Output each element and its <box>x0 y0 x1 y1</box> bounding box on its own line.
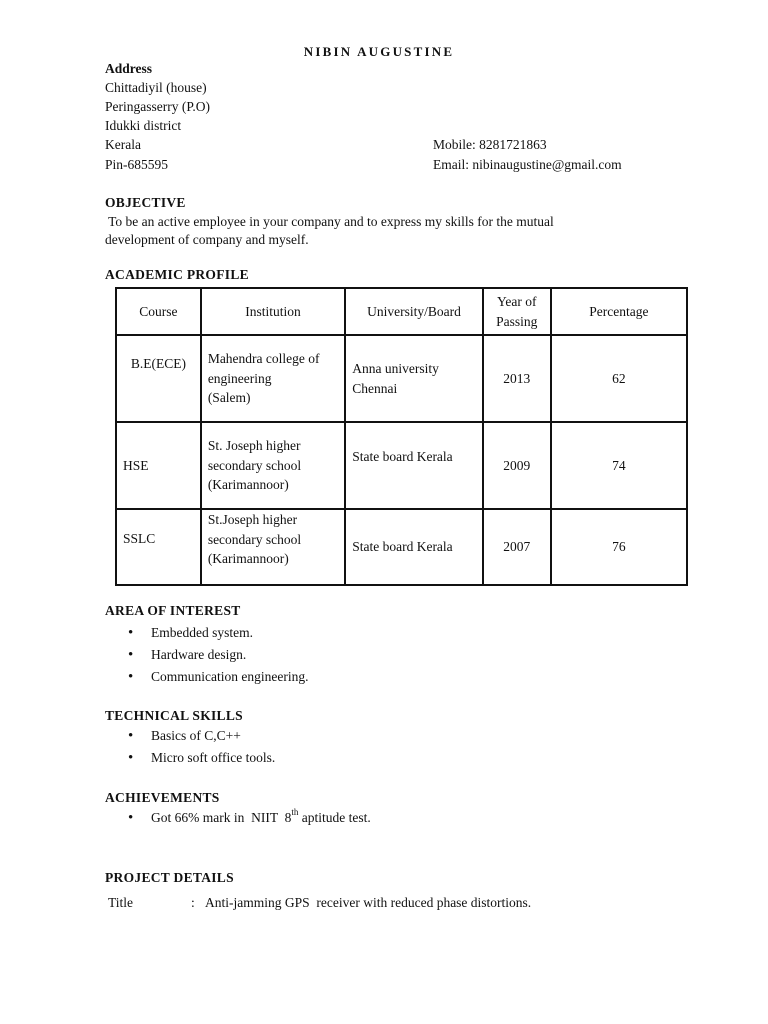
cell-institution <box>201 335 345 422</box>
header-year-line: Passing <box>496 313 538 329</box>
header-year <box>483 288 551 335</box>
address-line: Kerala <box>105 137 141 152</box>
skills-heading: TECHNICAL SKILLS <box>105 708 243 723</box>
objective-heading: OBJECTIVE <box>105 195 186 210</box>
cell-line: Anna university <box>352 361 439 376</box>
list-item: • Embedded system. <box>128 622 308 644</box>
academic-table <box>115 287 688 586</box>
list-item <box>128 807 371 829</box>
achievement-text: Got 66% mark in NIIT 8 <box>151 810 292 825</box>
interest-heading: AREA OF INTEREST <box>105 603 241 618</box>
cell-line: secondary school <box>207 457 302 473</box>
email-address: Email: nibinaugustine@gmail.com <box>433 157 622 172</box>
table-row <box>116 509 687 585</box>
list-item: • Hardware design. <box>128 644 308 666</box>
list-item: • Communication engineering. <box>128 666 308 688</box>
cell-board <box>345 422 483 509</box>
cell-course: B.E(ECE) <box>116 335 201 422</box>
cell-line: (Salem) <box>207 390 251 406</box>
skills-list <box>128 725 275 769</box>
cell-year: 2013 <box>483 335 551 422</box>
cell-percentage: 76 <box>551 509 687 585</box>
cell-percentage: 62 <box>551 335 687 422</box>
cell-board <box>345 335 483 422</box>
academic-heading: ACADEMIC PROFILE <box>105 267 249 282</box>
achievement-text: aptitude test. <box>298 810 371 825</box>
cell-percentage: 74 <box>551 422 687 509</box>
cell-line: State board Kerala <box>352 449 453 464</box>
table-row <box>116 422 687 509</box>
cell-institution <box>201 422 345 509</box>
mobile-number: Mobile: 8281721863 <box>433 137 547 152</box>
header-year-line: Year of <box>497 294 537 309</box>
header-board: University/Board <box>345 288 483 335</box>
list-item: • Basics of C,C++ <box>128 725 275 747</box>
interest-list <box>128 622 308 688</box>
candidate-name: NIBIN AUGUSTINE <box>303 44 455 59</box>
achievements-list <box>128 807 371 829</box>
cell-line: State board Kerala <box>352 539 453 555</box>
cell-course: HSE <box>116 422 201 509</box>
cell-line: St.Joseph higher <box>207 512 298 527</box>
cell-line: secondary school <box>207 531 302 547</box>
table-row <box>116 335 687 422</box>
cell-course: SSLC <box>116 509 201 585</box>
cell-institution <box>201 509 345 585</box>
cell-line: Mahendra college of <box>207 351 320 367</box>
address-line: Chittadiyil (house) <box>105 80 207 95</box>
cell-year: 2007 <box>483 509 551 585</box>
list-item: • Micro soft office tools. <box>128 747 275 769</box>
project-title-label: Title <box>108 895 134 910</box>
cell-line: engineering <box>207 370 272 386</box>
objective-text: development of company and myself. <box>105 232 309 247</box>
achievements-heading: ACHIEVEMENTS <box>105 790 220 805</box>
address-line: Pin-685595 <box>105 157 169 172</box>
header-percentage: Percentage <box>551 288 687 335</box>
achievement-superscript: th <box>291 807 299 817</box>
cell-board <box>345 509 483 585</box>
project-heading: PROJECT DETAILS <box>105 870 234 885</box>
cell-line: Chennai <box>352 380 398 396</box>
project-title-value: Anti-jamming GPS receiver with reduced phase distortions. <box>205 895 532 910</box>
address-heading: Address <box>105 61 153 76</box>
header-course: Course <box>116 288 201 335</box>
project-title-colon: : <box>191 895 195 910</box>
address-line: Peringasserry (P.O) <box>105 99 210 114</box>
cell-line: St. Joseph higher <box>207 438 301 454</box>
address-line: Idukki district <box>105 118 182 133</box>
cell-line: (Karimannoor) <box>207 551 289 566</box>
objective-text: To be an active employee in your company and to express my skills for the mutual <box>105 214 554 229</box>
cell-year: 2009 <box>483 422 551 509</box>
table-header-row <box>116 288 687 335</box>
cell-line: (Karimannoor) <box>207 477 289 493</box>
header-institution: Institution <box>201 288 345 335</box>
